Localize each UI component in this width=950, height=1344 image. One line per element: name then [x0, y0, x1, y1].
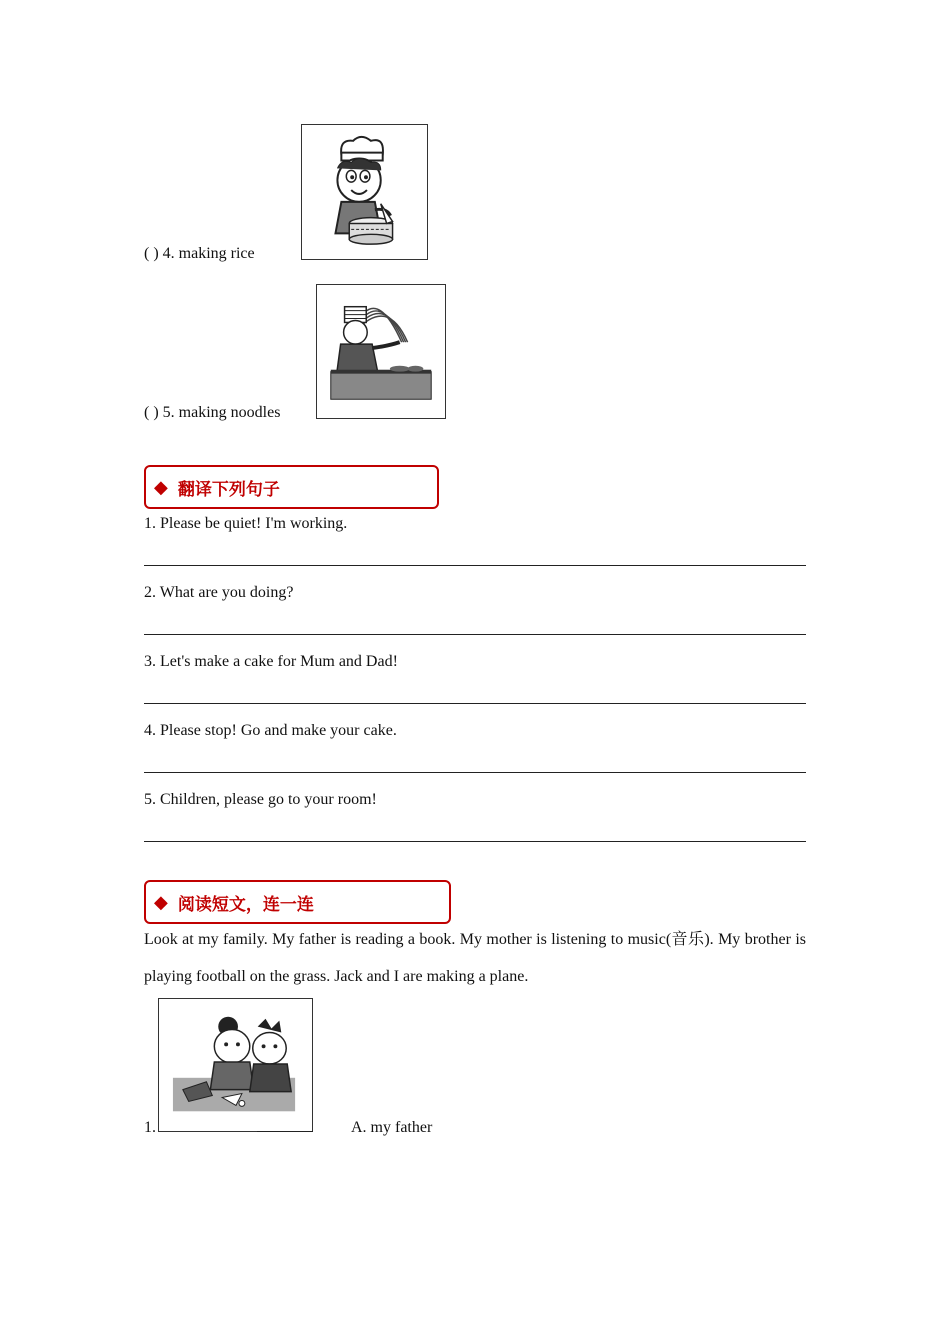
- reading-passage: Look at my family. My father is reading a book. My mother is listening to music(音乐). My brother is playing football on the grass. Jack and I are making a plane.: [144, 931, 806, 985]
- section-header-reading: [144, 880, 451, 924]
- option-a[interactable]: A. my father: [351, 1119, 433, 1136]
- match-item-text: 5. making noodles: [162, 404, 281, 421]
- translate-sentence-3: 3. Let's make a cake for Mum and Dad!: [144, 653, 398, 670]
- translate-sentence-2: 2. What are you doing?: [144, 584, 294, 601]
- cake-making-picture: [301, 124, 428, 260]
- answer-line[interactable]: [144, 841, 806, 842]
- answer-line[interactable]: [144, 703, 806, 704]
- answer-line[interactable]: [257, 1131, 313, 1132]
- diamond-bullet-icon: ◆: [154, 476, 168, 498]
- translate-sentence-5: 5. Children, please go to your room!: [144, 791, 377, 808]
- match-item-5: [144, 404, 280, 422]
- reading-item-number: 1.: [144, 1119, 156, 1136]
- section-title: 翻译下列句子: [177, 479, 280, 500]
- translate-sentence-4: 4. Please stop! Go and make your cake.: [144, 722, 397, 739]
- diamond-bullet-icon: ◆: [154, 891, 168, 913]
- match-item-4: [144, 245, 255, 263]
- translate-sentence-1: 1. Please be quiet! I'm working.: [144, 515, 348, 532]
- section-title: 阅读短文，连一连: [177, 894, 314, 915]
- children-making-plane-picture: [158, 998, 313, 1132]
- match-item-text: 4. making rice: [162, 245, 255, 262]
- answer-paren[interactable]: ( ): [144, 404, 159, 421]
- answer-line[interactable]: [144, 772, 806, 773]
- noodle-making-picture: [316, 284, 446, 419]
- answer-line[interactable]: [144, 565, 806, 566]
- answer-line[interactable]: [144, 634, 806, 635]
- section-header-translate: [144, 465, 439, 509]
- answer-paren[interactable]: ( ): [144, 245, 159, 262]
